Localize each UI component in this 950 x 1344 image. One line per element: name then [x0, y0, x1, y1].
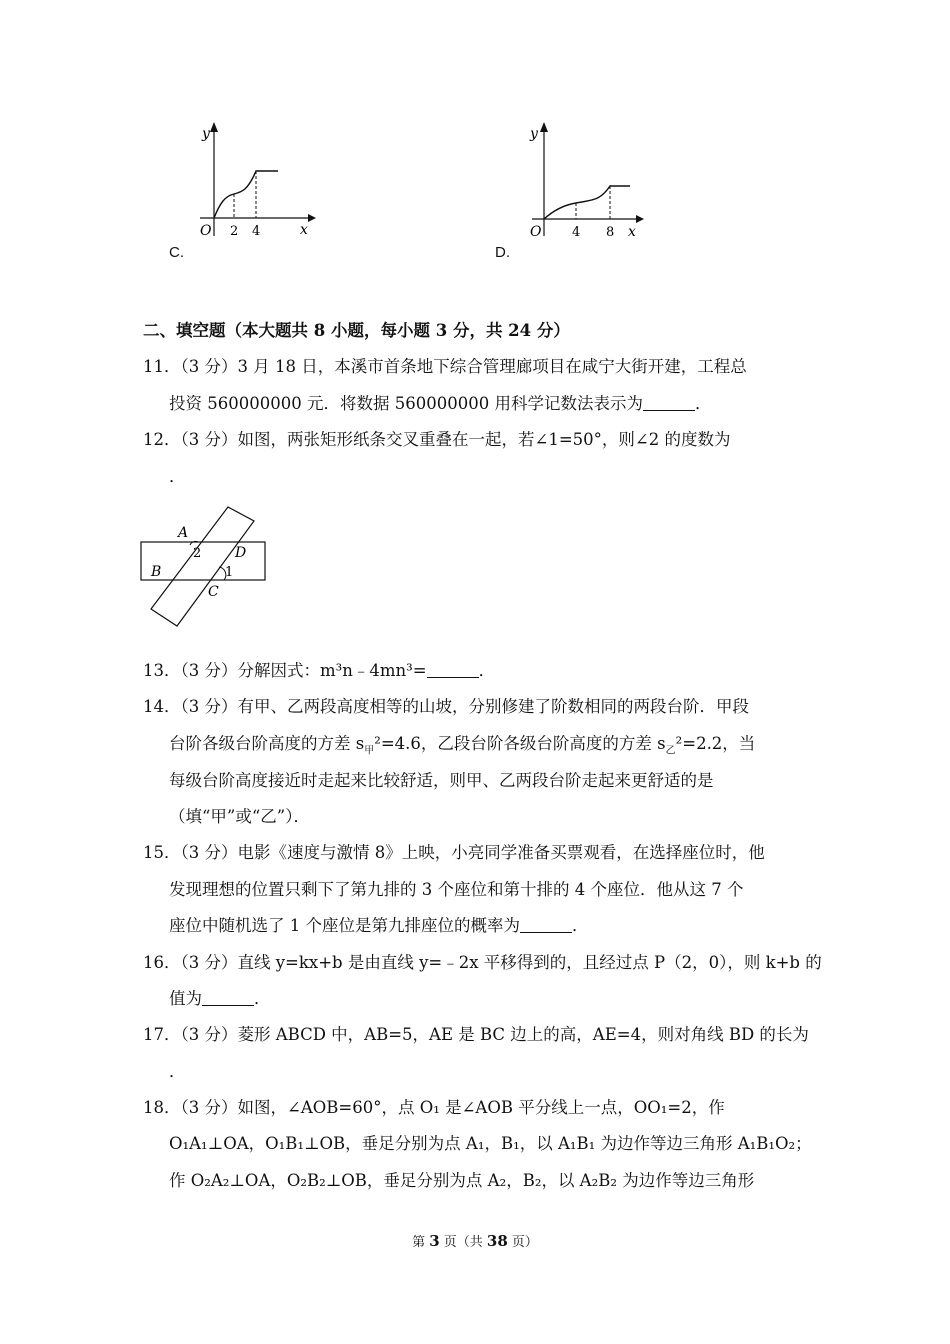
q16-line2 [169, 989, 271, 1009]
tick-4: 4 [252, 224, 261, 239]
q11-text1: （3 分）3 月 18 日，本溪市首条地下综合管理廊项目在咸宁大街开建，工程总 [180, 357, 747, 376]
tick-8: 8 [606, 225, 615, 240]
curve [214, 171, 278, 218]
q14-line3: 每级台阶高度接近时走起来比较舒适，则甲、乙两段台阶走起来更舒适的是 [169, 771, 714, 790]
q13-line [143, 661, 495, 681]
q13-number: 13． [143, 661, 181, 680]
q16-end: ． [254, 989, 271, 1008]
q12-text1: （3 分）如图，两张矩形纸条交叉重叠在一起，若∠1=50°，则∠2 的度数为 [180, 430, 731, 449]
y-label: y [202, 126, 210, 142]
y-label: y [530, 126, 538, 142]
y-axis-arrow [210, 122, 218, 132]
q11-number: 11． [143, 357, 181, 376]
footer-post: 页） [507, 1235, 538, 1250]
label-1: 1 [225, 565, 234, 580]
origin-label: O [200, 223, 212, 239]
q14-sub1: 甲 [364, 745, 375, 757]
q14-text2b: ²=4.6，乙段台阶各级台阶高度的方差 s [374, 734, 666, 753]
q11-line2 [169, 394, 711, 414]
q15-end: ． [572, 916, 589, 935]
q14-text2c: ²=2.2，当 [675, 734, 756, 753]
q18-line3: 作 O₂A₂⊥OA，O₂B₂⊥OB，垂足分别为点 A₂，B₂，以 A₂B₂ 为边作等边三角形 [169, 1171, 755, 1190]
q17-text1: （3 分）菱形 ABCD 中，AB=5，AE 是 BC 边上的高，AE=4，则对角线 BD 的长为 [180, 1025, 809, 1044]
q17-line1 [143, 1025, 809, 1045]
q16-line1 [143, 953, 822, 973]
q15-answer-blank [520, 916, 572, 933]
curve [544, 186, 630, 219]
x-label: x [628, 224, 636, 240]
x-axis-arrow [636, 215, 644, 223]
label-c: C [208, 584, 219, 600]
q11-line1 [143, 357, 747, 377]
footer-total-pages: 38 [486, 1232, 508, 1250]
q16-text2: 值为 [169, 989, 202, 1008]
tick-4: 4 [572, 225, 581, 240]
q15-line3 [169, 916, 589, 936]
q14-text2a: 台阶各级台阶高度的方差 s [169, 734, 365, 753]
q15-text1: （3 分）电影《速度与激情 8》上映，小亮同学准备买票观看，在选择座位时，他 [180, 843, 765, 862]
q13-text: （3 分）分解因式：m³n﹣4mn³= [180, 661, 427, 680]
q12-number: 12． [143, 430, 181, 449]
label-2: 2 [193, 546, 202, 561]
q12-line1 [143, 430, 730, 450]
label-a: A [178, 525, 189, 541]
q17-number: 17． [143, 1025, 181, 1044]
q12-figure [138, 505, 273, 630]
slanted-strip [151, 507, 254, 626]
q14-line2 [169, 734, 755, 761]
x-label: x [300, 222, 308, 238]
footer-mid: 页（共 [439, 1235, 487, 1250]
q14-number: 14． [143, 697, 181, 716]
q15-number: 15． [143, 843, 181, 862]
footer-pre: 第 [412, 1235, 430, 1250]
q16-text1: （3 分）直线 y=kx+b 是由直线 y=﹣2x 平移得到的，且经过点 P（2，0），则 k+b 的 [180, 953, 822, 972]
q15-line2: 发现理想的位置只剩下了第九排的 3 个座位和第十排的 4 个座位．他从这 7 个 [169, 880, 744, 899]
option-c-svg [190, 118, 320, 243]
x-axis-arrow [308, 214, 316, 222]
footer-page-number: 3 [429, 1232, 440, 1250]
q11-end: ． [694, 394, 712, 413]
q12-svg [138, 505, 273, 630]
label-d: D [235, 545, 247, 561]
option-d-graph [522, 118, 652, 243]
q16-number: 16． [143, 953, 181, 972]
tick-2: 2 [230, 224, 239, 239]
section-heading: 二、填空题（本大题共 8 小题，每小题 3 分，共 24 分） [143, 321, 570, 340]
q18-text1: （3 分）如图，∠AOB=60°，点 O₁ 是∠AOB 平分线上一点，OO₁=2，作 [180, 1098, 725, 1117]
q18-line1 [143, 1098, 725, 1118]
q14-line4: （填“甲”或“乙”）． [169, 807, 310, 826]
option-d-svg [522, 118, 652, 243]
q11-text2: 投资 560000000 元．将数据 560000000 用科学记数法表示为 [169, 394, 643, 413]
q17-line2: ． [169, 1062, 186, 1081]
q13-end: ． [478, 661, 496, 680]
q18-number: 18． [143, 1098, 181, 1117]
option-c-label: C. [169, 244, 184, 261]
q13-answer-blank [427, 661, 479, 678]
q16-answer-blank [202, 989, 254, 1006]
q15-text3: 座位中随机选了 1 个座位是第九排座位的概率为 [169, 916, 520, 935]
origin-label: O [530, 224, 542, 240]
q14-sub2: 乙 [665, 745, 676, 757]
option-d-label: D. [495, 244, 510, 261]
q14-text1: （3 分）有甲、乙两段高度相等的山坡，分别修建了阶数相同的两段台阶．甲段 [180, 697, 749, 716]
option-c-graph [190, 118, 320, 243]
q12-line2: ． [169, 467, 186, 486]
label-b: B [151, 564, 162, 580]
q18-line2: O₁A₁⊥OA，O₁B₁⊥OB，垂足分别为点 A₁，B₁，以 A₁B₁ 为边作等边三角形 A₁B₁O₂； [169, 1134, 812, 1153]
q14-line1 [143, 697, 749, 717]
q11-answer-blank [643, 394, 695, 411]
y-axis-arrow [540, 122, 548, 132]
page-footer [0, 1231, 950, 1250]
q15-line1 [143, 843, 765, 863]
